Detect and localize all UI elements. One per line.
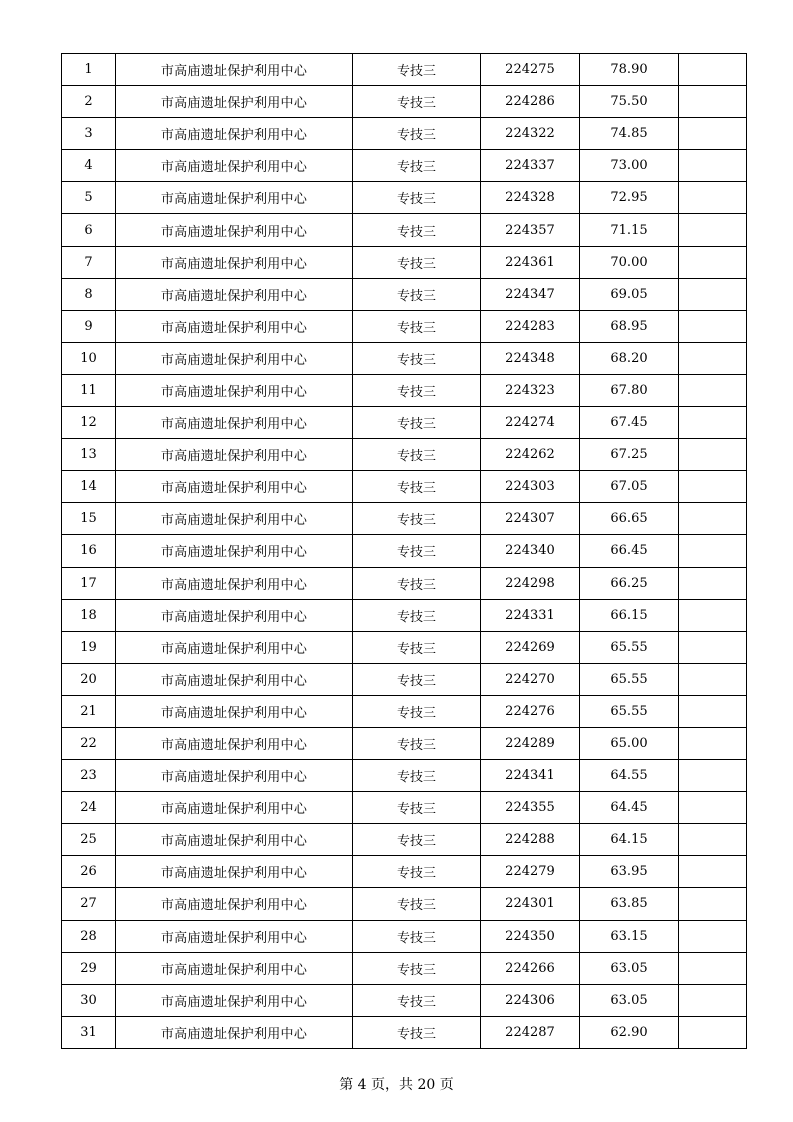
- cell-remark: [679, 888, 747, 920]
- table-row: [62, 86, 747, 118]
- cell-exam-id: 224283: [481, 310, 580, 342]
- cell-remark: [679, 695, 747, 727]
- cell-score: 65.55: [580, 695, 679, 727]
- cell-number: 11: [62, 374, 116, 406]
- cell-position: 专技三: [353, 952, 481, 984]
- cell-unit: 市高庙遗址保护利用中心: [116, 374, 353, 406]
- cell-exam-id: 224270: [481, 663, 580, 695]
- cell-unit: 市高庙遗址保护利用中心: [116, 952, 353, 984]
- cell-exam-id: 224274: [481, 407, 580, 439]
- table-row: [62, 342, 747, 374]
- cell-unit: 市高庙遗址保护利用中心: [116, 471, 353, 503]
- cell-unit: 市高庙遗址保护利用中心: [116, 727, 353, 759]
- cell-number: 3: [62, 118, 116, 150]
- cell-score: 68.20: [580, 342, 679, 374]
- cell-score: 65.00: [580, 727, 679, 759]
- cell-remark: [679, 792, 747, 824]
- table-row: [62, 1016, 747, 1048]
- cell-number: 9: [62, 310, 116, 342]
- cell-remark: [679, 535, 747, 567]
- cell-number: 31: [62, 1016, 116, 1048]
- cell-remark: [679, 663, 747, 695]
- cell-position: 专技三: [353, 503, 481, 535]
- results-table-body: [62, 54, 747, 1049]
- cell-exam-id: 224355: [481, 792, 580, 824]
- cell-position: 专技三: [353, 471, 481, 503]
- cell-score: 62.90: [580, 1016, 679, 1048]
- cell-position: 专技三: [353, 342, 481, 374]
- cell-exam-id: 224287: [481, 1016, 580, 1048]
- cell-score: 65.55: [580, 663, 679, 695]
- cell-unit: 市高庙遗址保护利用中心: [116, 920, 353, 952]
- cell-remark: [679, 471, 747, 503]
- cell-position: 专技三: [353, 535, 481, 567]
- cell-unit: 市高庙遗址保护利用中心: [116, 118, 353, 150]
- table-row: [62, 567, 747, 599]
- cell-exam-id: 224269: [481, 631, 580, 663]
- cell-number: 27: [62, 888, 116, 920]
- cell-number: 18: [62, 599, 116, 631]
- cell-unit: 市高庙遗址保护利用中心: [116, 792, 353, 824]
- table-row: [62, 695, 747, 727]
- cell-unit: 市高庙遗址保护利用中心: [116, 599, 353, 631]
- cell-unit: 市高庙遗址保护利用中心: [116, 856, 353, 888]
- cell-unit: 市高庙遗址保护利用中心: [116, 1016, 353, 1048]
- cell-score: 75.50: [580, 86, 679, 118]
- cell-position: 专技三: [353, 631, 481, 663]
- table-row: [62, 278, 747, 310]
- table-row: [62, 54, 747, 86]
- cell-score: 68.95: [580, 310, 679, 342]
- cell-unit: 市高庙遗址保护利用中心: [116, 246, 353, 278]
- cell-number: 13: [62, 439, 116, 471]
- cell-number: 21: [62, 695, 116, 727]
- cell-number: 1: [62, 54, 116, 86]
- cell-remark: [679, 920, 747, 952]
- cell-score: 67.05: [580, 471, 679, 503]
- cell-exam-id: 224340: [481, 535, 580, 567]
- cell-score: 72.95: [580, 182, 679, 214]
- cell-unit: 市高庙遗址保护利用中心: [116, 342, 353, 374]
- cell-score: 74.85: [580, 118, 679, 150]
- cell-score: 70.00: [580, 246, 679, 278]
- table-row: [62, 792, 747, 824]
- cell-position: 专技三: [353, 310, 481, 342]
- cell-exam-id: 224337: [481, 150, 580, 182]
- cell-remark: [679, 118, 747, 150]
- cell-exam-id: 224306: [481, 984, 580, 1016]
- cell-number: 20: [62, 663, 116, 695]
- table-row: [62, 920, 747, 952]
- table-row: [62, 535, 747, 567]
- cell-position: 专技三: [353, 54, 481, 86]
- cell-exam-id: 224307: [481, 503, 580, 535]
- cell-exam-id: 224361: [481, 246, 580, 278]
- cell-unit: 市高庙遗址保护利用中心: [116, 503, 353, 535]
- cell-number: 8: [62, 278, 116, 310]
- cell-score: 63.05: [580, 952, 679, 984]
- cell-number: 23: [62, 760, 116, 792]
- cell-position: 专技三: [353, 663, 481, 695]
- table-row: [62, 182, 747, 214]
- cell-number: 7: [62, 246, 116, 278]
- cell-score: 67.25: [580, 439, 679, 471]
- table-row: [62, 310, 747, 342]
- cell-number: 30: [62, 984, 116, 1016]
- cell-remark: [679, 342, 747, 374]
- cell-remark: [679, 760, 747, 792]
- table-row: [62, 663, 747, 695]
- cell-unit: 市高庙遗址保护利用中心: [116, 407, 353, 439]
- cell-unit: 市高庙遗址保护利用中心: [116, 695, 353, 727]
- cell-number: 24: [62, 792, 116, 824]
- cell-position: 专技三: [353, 920, 481, 952]
- cell-exam-id: 224301: [481, 888, 580, 920]
- cell-position: 专技三: [353, 118, 481, 150]
- cell-remark: [679, 567, 747, 599]
- cell-position: 专技三: [353, 86, 481, 118]
- cell-number: 19: [62, 631, 116, 663]
- cell-exam-id: 224350: [481, 920, 580, 952]
- cell-position: 专技三: [353, 760, 481, 792]
- cell-unit: 市高庙遗址保护利用中心: [116, 760, 353, 792]
- cell-score: 66.45: [580, 535, 679, 567]
- cell-number: 25: [62, 824, 116, 856]
- table-row: [62, 246, 747, 278]
- table-row: [62, 760, 747, 792]
- cell-score: 66.65: [580, 503, 679, 535]
- cell-number: 2: [62, 86, 116, 118]
- cell-number: 16: [62, 535, 116, 567]
- table-row: [62, 407, 747, 439]
- cell-number: 4: [62, 150, 116, 182]
- cell-number: 17: [62, 567, 116, 599]
- cell-exam-id: 224276: [481, 695, 580, 727]
- cell-score: 71.15: [580, 214, 679, 246]
- cell-unit: 市高庙遗址保护利用中心: [116, 54, 353, 86]
- cell-remark: [679, 150, 747, 182]
- cell-exam-id: 224298: [481, 567, 580, 599]
- cell-unit: 市高庙遗址保护利用中心: [116, 824, 353, 856]
- table-row: [62, 503, 747, 535]
- cell-number: 29: [62, 952, 116, 984]
- cell-number: 26: [62, 856, 116, 888]
- cell-unit: 市高庙遗址保护利用中心: [116, 150, 353, 182]
- cell-number: 12: [62, 407, 116, 439]
- cell-score: 64.45: [580, 792, 679, 824]
- cell-unit: 市高庙遗址保护利用中心: [116, 567, 353, 599]
- table-row: [62, 952, 747, 984]
- cell-exam-id: 224266: [481, 952, 580, 984]
- cell-position: 专技三: [353, 407, 481, 439]
- cell-unit: 市高庙遗址保护利用中心: [116, 535, 353, 567]
- cell-exam-id: 224341: [481, 760, 580, 792]
- cell-unit: 市高庙遗址保护利用中心: [116, 663, 353, 695]
- cell-unit: 市高庙遗址保护利用中心: [116, 888, 353, 920]
- cell-exam-id: 224262: [481, 439, 580, 471]
- cell-position: 专技三: [353, 599, 481, 631]
- cell-score: 63.95: [580, 856, 679, 888]
- cell-number: 10: [62, 342, 116, 374]
- cell-exam-id: 224279: [481, 856, 580, 888]
- cell-unit: 市高庙遗址保护利用中心: [116, 182, 353, 214]
- cell-unit: 市高庙遗址保护利用中心: [116, 86, 353, 118]
- cell-number: 22: [62, 727, 116, 759]
- cell-unit: 市高庙遗址保护利用中心: [116, 278, 353, 310]
- results-table: [61, 53, 747, 1049]
- cell-score: 66.15: [580, 599, 679, 631]
- cell-exam-id: 224286: [481, 86, 580, 118]
- cell-unit: 市高庙遗址保护利用中心: [116, 631, 353, 663]
- cell-remark: [679, 631, 747, 663]
- page-footer: 第 4 页，共 20 页: [339, 1077, 454, 1093]
- cell-score: 63.85: [580, 888, 679, 920]
- cell-position: 专技三: [353, 374, 481, 406]
- cell-position: 专技三: [353, 1016, 481, 1048]
- cell-position: 专技三: [353, 695, 481, 727]
- cell-remark: [679, 824, 747, 856]
- cell-remark: [679, 503, 747, 535]
- cell-exam-id: 224275: [481, 54, 580, 86]
- cell-exam-id: 224323: [481, 374, 580, 406]
- cell-position: 专技三: [353, 856, 481, 888]
- cell-position: 专技三: [353, 567, 481, 599]
- cell-remark: [679, 984, 747, 1016]
- cell-position: 专技三: [353, 727, 481, 759]
- table-row: [62, 888, 747, 920]
- cell-remark: [679, 407, 747, 439]
- cell-remark: [679, 86, 747, 118]
- cell-remark: [679, 278, 747, 310]
- cell-unit: 市高庙遗址保护利用中心: [116, 439, 353, 471]
- table-row: [62, 599, 747, 631]
- cell-remark: [679, 310, 747, 342]
- cell-exam-id: 224331: [481, 599, 580, 631]
- cell-position: 专技三: [353, 246, 481, 278]
- cell-position: 专技三: [353, 792, 481, 824]
- cell-position: 专技三: [353, 888, 481, 920]
- cell-score: 63.05: [580, 984, 679, 1016]
- cell-position: 专技三: [353, 214, 481, 246]
- cell-unit: 市高庙遗址保护利用中心: [116, 214, 353, 246]
- cell-remark: [679, 374, 747, 406]
- cell-exam-id: 224347: [481, 278, 580, 310]
- cell-position: 专技三: [353, 150, 481, 182]
- cell-position: 专技三: [353, 984, 481, 1016]
- cell-exam-id: 224289: [481, 727, 580, 759]
- cell-score: 67.45: [580, 407, 679, 439]
- cell-score: 64.55: [580, 760, 679, 792]
- cell-score: 67.80: [580, 374, 679, 406]
- table-row: [62, 471, 747, 503]
- cell-remark: [679, 439, 747, 471]
- cell-number: 14: [62, 471, 116, 503]
- cell-number: 5: [62, 182, 116, 214]
- cell-score: 73.00: [580, 150, 679, 182]
- table-row: [62, 727, 747, 759]
- table-row: [62, 214, 747, 246]
- cell-exam-id: 224322: [481, 118, 580, 150]
- cell-score: 63.15: [580, 920, 679, 952]
- table-row: [62, 824, 747, 856]
- table-row: [62, 374, 747, 406]
- table-row: [62, 150, 747, 182]
- cell-position: 专技三: [353, 439, 481, 471]
- cell-number: 15: [62, 503, 116, 535]
- cell-remark: [679, 246, 747, 278]
- cell-number: 28: [62, 920, 116, 952]
- cell-remark: [679, 952, 747, 984]
- cell-unit: 市高庙遗址保护利用中心: [116, 310, 353, 342]
- cell-position: 专技三: [353, 278, 481, 310]
- cell-score: 78.90: [580, 54, 679, 86]
- table-row: [62, 118, 747, 150]
- cell-remark: [679, 214, 747, 246]
- cell-number: 6: [62, 214, 116, 246]
- cell-exam-id: 224328: [481, 182, 580, 214]
- table-row: [62, 856, 747, 888]
- cell-score: 66.25: [580, 567, 679, 599]
- cell-score: 64.15: [580, 824, 679, 856]
- cell-unit: 市高庙遗址保护利用中心: [116, 984, 353, 1016]
- cell-remark: [679, 856, 747, 888]
- table-row: [62, 984, 747, 1016]
- cell-remark: [679, 54, 747, 86]
- cell-exam-id: 224348: [481, 342, 580, 374]
- cell-position: 专技三: [353, 182, 481, 214]
- cell-position: 专技三: [353, 824, 481, 856]
- cell-remark: [679, 727, 747, 759]
- cell-remark: [679, 1016, 747, 1048]
- cell-score: 65.55: [580, 631, 679, 663]
- cell-exam-id: 224303: [481, 471, 580, 503]
- cell-exam-id: 224357: [481, 214, 580, 246]
- table-row: [62, 439, 747, 471]
- cell-exam-id: 224288: [481, 824, 580, 856]
- cell-remark: [679, 182, 747, 214]
- cell-remark: [679, 599, 747, 631]
- cell-score: 69.05: [580, 278, 679, 310]
- table-row: [62, 631, 747, 663]
